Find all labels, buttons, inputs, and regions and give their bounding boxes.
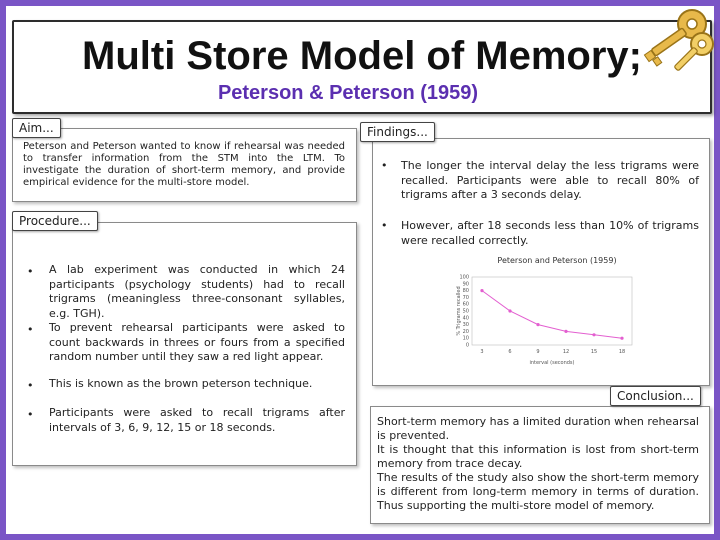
bullet-dot: • xyxy=(381,219,388,232)
data-point xyxy=(592,333,595,336)
data-point xyxy=(620,337,623,340)
y-tick-label: 70 xyxy=(462,294,469,301)
chart-title: Peterson and Peterson (1959) xyxy=(497,256,617,265)
procedure-bullet-4: Participants were asked to recall trigrams after intervals of 3, 6, 9, 12, 15 or 18 seconds. xyxy=(49,406,345,434)
x-axis-label: interval (seconds) xyxy=(529,360,575,366)
page-subtitle: Peterson & Peterson (1959) xyxy=(217,82,479,104)
conclusion-box xyxy=(370,406,710,524)
y-tick-label: 10 xyxy=(462,335,469,342)
aim-label: Aim... xyxy=(12,118,61,138)
y-tick-label: 90 xyxy=(462,281,469,288)
y-tick-label: 0 xyxy=(465,342,469,349)
conclusion-label: Conclusion... xyxy=(610,386,701,406)
y-tick-label: 30 xyxy=(462,322,469,329)
aim-box xyxy=(12,128,357,202)
conclusion-line-2: It is thought that this information is lost from short-term memory from trace decay. xyxy=(377,443,699,470)
aim-text: Peterson and Peterson wanted to know if rehearsal was needed to transfer information from the STM into the LTM. To investigate the duration of short-term memory, and provide empirical evidence for the multi-store model. xyxy=(23,141,345,188)
x-tick-label: 6 xyxy=(508,349,512,355)
keys-icon xyxy=(632,4,716,76)
findings-bullet-2: However, after 18 seconds less than 10% of trigrams were recalled correctly. xyxy=(401,219,699,247)
y-tick-label: 40 xyxy=(462,315,469,322)
page-title: Multi Store Model of Memory; xyxy=(82,34,642,78)
procedure-bullet-3: This is known as the brown peterson technique. xyxy=(49,377,313,390)
bullet-dot: • xyxy=(27,379,34,392)
data-point xyxy=(480,289,483,292)
y-axis-label: % Trigrams recalled xyxy=(456,286,462,336)
findings-bullet-1: The longer the interval delay the less trigrams were recalled. Participants were able to recall 80% of trigrams after a 3 seconds delay. xyxy=(401,159,699,201)
y-tick-label: 50 xyxy=(462,308,469,315)
procedure-bullet-2: To prevent rehearsal participants were asked to count backwards in threes or fours from a specified random number until they saw a red light appear. xyxy=(49,321,345,363)
bullet-dot: • xyxy=(381,159,388,172)
x-tick-label: 15 xyxy=(590,349,598,355)
procedure-box xyxy=(12,222,357,466)
y-tick-label: 60 xyxy=(462,301,469,308)
y-tick-label: 20 xyxy=(462,328,469,335)
y-tick-label: 100 xyxy=(459,274,469,281)
bullet-dot: • xyxy=(27,323,34,336)
recall-chart xyxy=(372,250,672,380)
findings-label: Findings... xyxy=(360,122,435,142)
conclusion-line-3: The results of the study also show the short-term memory is different from long-term memory in terms of duration. Thus supporting the multi-store model of memory. xyxy=(377,471,699,512)
x-tick-label: 18 xyxy=(618,349,626,355)
x-tick-label: 9 xyxy=(536,349,540,355)
x-tick-label: 3 xyxy=(480,349,484,355)
y-tick-label: 80 xyxy=(462,288,469,295)
procedure-label: Procedure... xyxy=(12,211,98,231)
data-point xyxy=(536,323,539,326)
bullet-dot: • xyxy=(27,408,34,421)
conclusion-line-1: Short-term memory has a limited duration when rehearsal is prevented. xyxy=(377,415,699,442)
x-tick-label: 12 xyxy=(562,349,570,355)
data-point xyxy=(508,309,511,312)
plot-area xyxy=(472,277,632,345)
data-point xyxy=(564,330,567,333)
procedure-bullet-1: A lab experiment was conducted in which 24 participants (psychology students) had to recall trigrams (meaningless three-consonant syllables, e.g. TGH). xyxy=(49,263,345,320)
bullet-dot: • xyxy=(27,265,34,278)
